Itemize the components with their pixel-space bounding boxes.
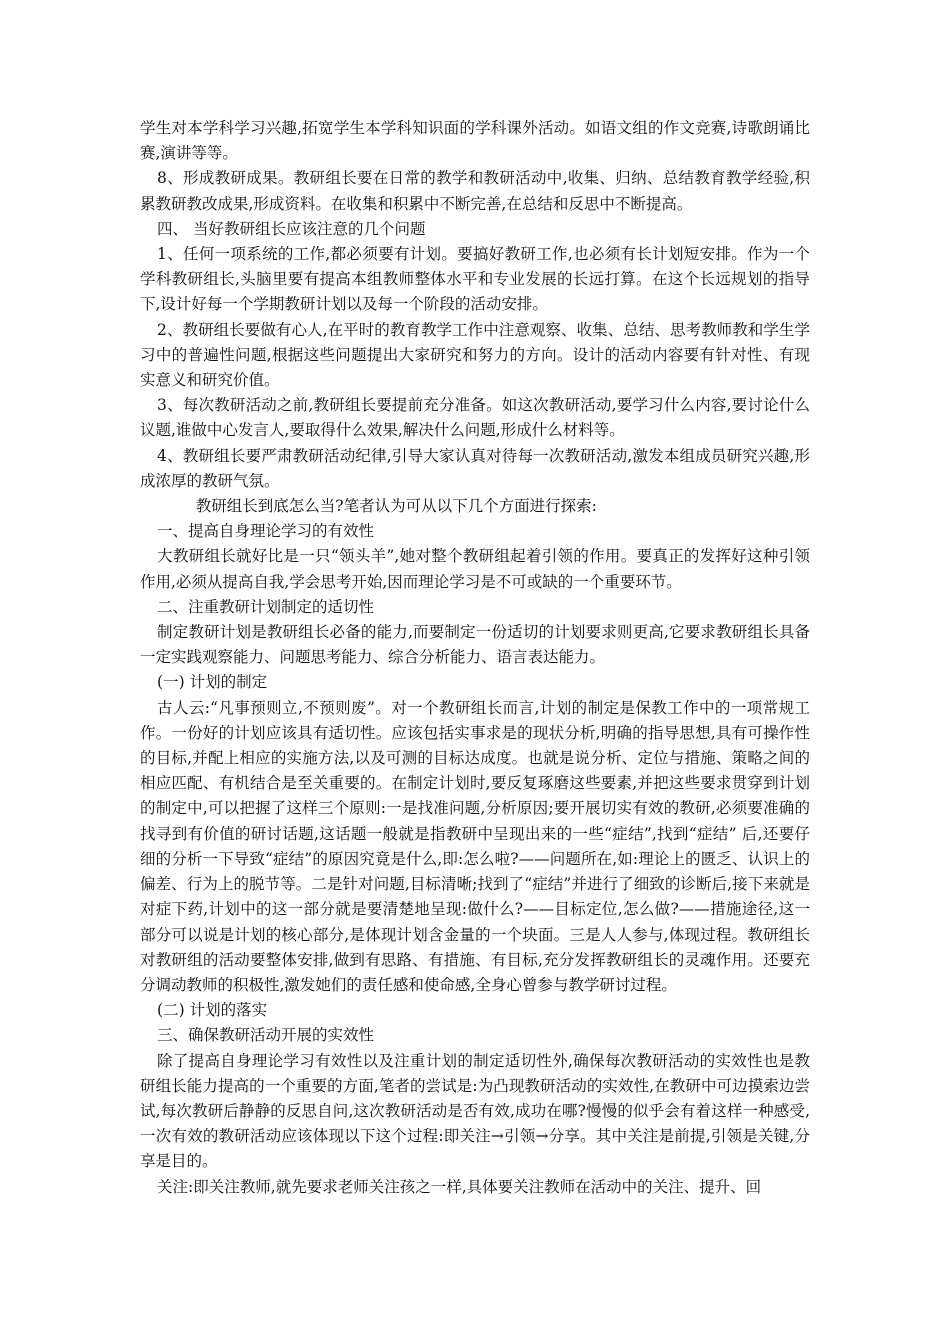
paragraph-intro-question: 教研组长到底怎么当?笔者认为可从以下几个方面进行探索:	[195, 497, 597, 516]
paragraph-continuation: 学生对本学科学习兴趣,拓宽学生本学科知识面的学科课外活动。如语文组的作文竞赛,诗歌朗诵比赛,演讲等等。	[140, 119, 810, 163]
paragraph-item-1: 1、任何一项系统的工作,都必须要有计划。要搞好教研工作,也必须有长计划短安排。作为一个学科教研组长,头脑里要有提高本组教师整体水平和专业发展的长远打算。在这个长远规划的指导下,设计好每一个学期教研计划以及每一个阶段的活动安排。	[140, 245, 810, 314]
paragraph-effectiveness: 除了提高自身理论学习有效性以及注重计划的制定适切性外,确保每次教研活动的实效性也是教研组长能力提高的一个重要的方面,笔者的尝试是:为凸现教研活动的实效性,在教研中可边摸索边尝试,每次教研后静静的反思自问,这次教研活动是否有效,成功在哪?慢慢的似乎会有着这样一种感受,一次有效的教研活动应该体现以下这个过程:即关注→引领→分享。其中关注是前提,引领是关键,分享是目的。	[140, 1051, 810, 1171]
section-heading-3: 三、确保教研活动开展的实效性	[157, 1026, 375, 1045]
subsection-heading-plan-implementation: (二) 计划的落实	[157, 1001, 268, 1020]
section-heading-1: 一、提高自身理论学习的有效性	[157, 522, 375, 541]
paragraph-item-2: 2、教研组长要做有心人,在平时的教育教学工作中注意观察、收集、总结、思考教师教和学生学习中的普遍性问题,根据这些问题提出大家研究和努力的方向。设计的活动内容要有针对性、有现实意义和研究价值。	[140, 320, 810, 390]
paragraph-item-3: 3、每次教研活动之前,教研组长要提前充分准备。如这次教研活动,要学习什么内容,要讨论什么议题,谁做中心发言人,要取得什么效果,解决什么问题,形成什么材料等。	[140, 396, 810, 440]
document-page	[140, 116, 810, 1200]
paragraph-attention: 关注:即关注教师,就先要求老师关注孩之一样,具体要关注教师在活动中的关注、提升、回	[157, 1177, 762, 1196]
paragraph-leader-role: 大教研组长就好比是一只“领头羊”,她对整个教研组起着引领的作用。要真正的发挥好这种引领作用,必须从提高自我,学会思考开始,因而理论学习是不可或缺的一个重要环节。	[140, 547, 810, 591]
section-heading-2: 二、注重教研计划制定的适切性	[157, 597, 375, 616]
paragraph-plan-making: 古人云:“凡事预则立,不预则废”。对一个教研组长而言,计划的制定是保教工作中的一项常规工作。一份好的计划应该具有适切性。应该包括实事求是的现状分析,明确的指导思想,具有可操作性的目标,并配上相应的实施方法,以及可测的目标达成度。也就是说分析、定位与措施、策略之间的相应匹配、有机结合是至关重要的。在制定计划时,要反复琢磨这些要素,并把这些要求贯穿到计划的制定中,可以把握了这样三个原则:一是找准问题,分析原因;要开展切实有效的教研,必须要准确的找寻到有价值的研讨话题,这话题一般就是指教研中呈现出来的一些“症结”,找到“症结” 后,还要仔细的分析一下导致“症结”的原因究竟是什么,即:怎么啦?——问题所在,如:理论上的匮乏、认识上的偏差、行为上的脱节等。二是针对问题,目标清晰;找到了“症结”并进行了细致的诊断后,接下来就是对症下药,计划中的这一部分就是要清楚地呈现:做什么?——目标定位,怎么做?——措施途径,这一部分可以说是计划的核心部分,是体现计划含金量的一个块面。三是人人参与,体现过程。教研组长对教研组的活动要整体安排,做到有思路、有措施、有目标,充分发挥教研组长的灵魂作用。还要充分调动教师的积极性,激发她们的责任感和使命感,全身心曾参与教学研讨过程。	[140, 698, 810, 994]
paragraph-plan-ability: 制定教研计划是教研组长必备的能力,而要制定一份适切的计划要求则更高,它要求教研组长具备一定实践观察能力、问题思考能力、综合分析能力、语言表达能力。	[140, 623, 810, 667]
paragraph-item-4: 4、教研组长要严肃教研活动纪律,引导大家认真对待每一次教研活动,激发本组成员研究兴趣,形成浓厚的教研气氛。	[140, 446, 810, 490]
subsection-heading-plan-making: (一) 计划的制定	[157, 673, 268, 692]
section-heading-4: 四、 当好教研组长应该注意的几个问题	[157, 219, 426, 238]
paragraph-item-8: 8、形成教研成果。教研组长要在日常的教学和教研活动中,收集、归纳、总结教育教学经验,积累教研教改成果,形成资料。在收集和积累中不断完善,在总结和反思中不断提高。	[140, 169, 810, 213]
